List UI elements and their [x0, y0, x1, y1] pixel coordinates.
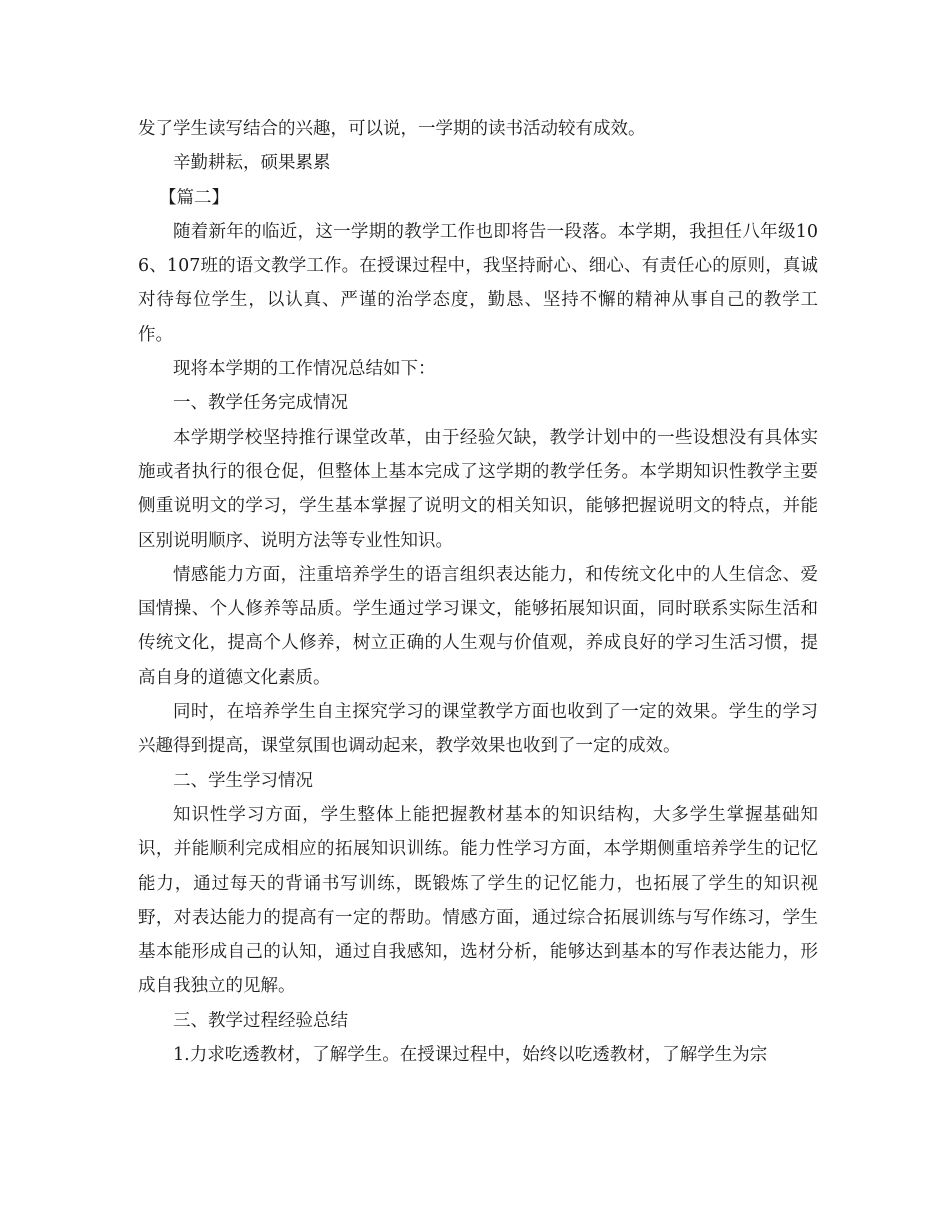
- document-body: [138, 112, 818, 1072]
- paragraph-continuation: 发了学生读写结合的兴趣，可以说，一学期的读书活动较有成效。: [138, 119, 646, 139]
- paragraph-summary-lead: 现将本学期的工作情况总结如下：: [173, 359, 436, 380]
- paragraph-teaching-tasks: 本学期学校坚持推行课堂改革，由于经验欠缺，教学计划中的一些设想没有具体实施或者执行的很仓促，但整体上基本完成了这学期的教学任务。本学期知识性教学主要侧重说明文的学习，学生基本掌握了说明文的相关知识，能够把握说明文的特点，并能区别说明顺序、说明方法等专业性知识。: [138, 427, 818, 551]
- paragraph-student-learning: 知识性学习方面，学生整体上能把握教材基本的知识结构，大多学生掌握基础知识，并能顺利完成相应的拓展知识训练。能力性学习方面，本学期侧重培养学生的记忆能力，通过每天的背诵书写训练，既锻炼了学生的记忆能力，也拓展了学生的知识视野，对表达能力的提高有一定的帮助。情感方面，通过综合拓展训练与写作练习，学生基本能形成自己的认知，通过自我感知，选材分析，能够达到基本的写作表达能力，形成自我独立的见解。: [138, 804, 818, 997]
- paragraph-emotional-ability: 情感能力方面，注重培养学生的语言组织表达能力，和传统文化中的人生信念、爱国情操、个人修养等品质。学生通过学习课文，能够拓展知识面，同时联系实际生活和传统文化，提高个人修养，树立正确的人生观与价值观，养成良好的学习生活习惯，提高自身的道德文化素质。: [138, 564, 818, 688]
- heading-student-learning: 二、学生学习情况: [173, 770, 313, 791]
- heading-experience-summary: 三、教学过程经验总结: [173, 1010, 348, 1031]
- heading-teaching-tasks: 一、教学任务完成情况: [173, 393, 348, 414]
- paragraph-subtitle: 辛勤耕耘，硕果累累: [173, 153, 331, 174]
- paragraph-inquiry-learning: 同时，在培养学生自主探究学习的课堂教学方面也收到了一定的效果。学生的学习兴趣得到提高，课堂氛围也调动起来，教学效果也收到了一定的成效。: [138, 702, 818, 757]
- paragraph-experience-item-1: 1.力求吃透教材，了解学生。在授课过程中，始终以吃透教材，了解学生为宗: [173, 1045, 768, 1066]
- section-heading-part-two: 【篇二】: [159, 187, 229, 208]
- paragraph-intro: 随着新年的临近，这一学期的教学工作也即将告一段落。本学期，我担任八年级106、107班的语文教学工作。在授课过程中，我坚持耐心、细心、有责任心的原则，真诚对待每位学生，以认真、严谨的治学态度，勤恳、坚持不懈的精神从事自己的教学工作。: [138, 221, 818, 345]
